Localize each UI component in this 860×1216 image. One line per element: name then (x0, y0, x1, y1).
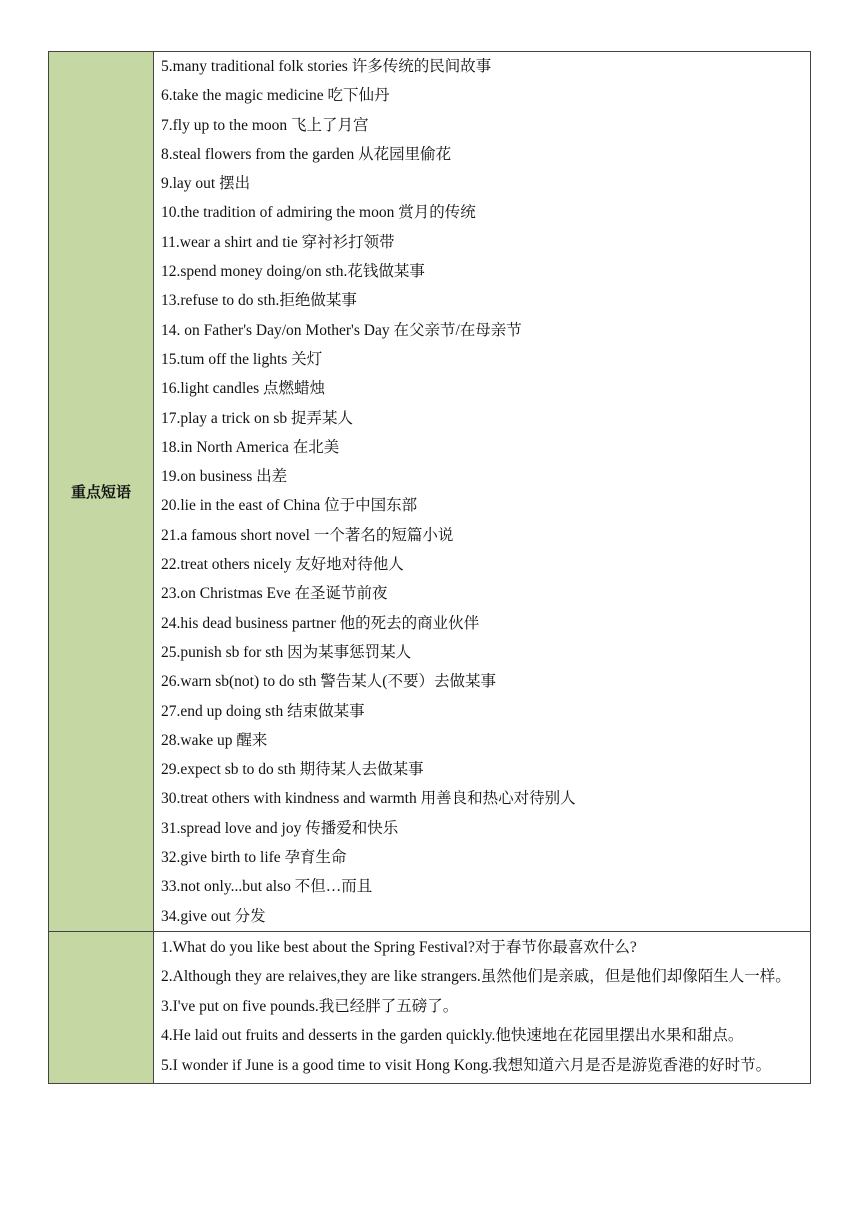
vocabulary-table (48, 51, 811, 1084)
phrase-item: 9.lay out 摆出 (161, 175, 251, 193)
section-label-sentences (49, 931, 154, 1084)
phrase-item: 17.play a trick on sb 捉弄某人 (161, 409, 354, 427)
phrase-item: 12.spend money doing/on sth.花钱做某事 (161, 263, 425, 281)
phrase-item: 33.not only...but also 不但…而且 (161, 878, 373, 896)
phrase-item: 22.treat others nicely 友好地对待他人 (161, 556, 404, 574)
phrase-item: 25.punish sb for sth 因为某事惩罚某人 (161, 643, 412, 661)
section-label-key-phrases: 重点短语 (49, 52, 154, 932)
phrase-item: 26.warn sb(not) to do sth 警告某人(不要）去做某事 (161, 673, 496, 691)
phrase-item: 5.many traditional folk stories 许多传统的民间故事 (161, 58, 492, 75)
sentence-item: 2.Although they are relaives,they are like strangers.虽然他们是亲戚，但是他们却像陌生人一样。 (161, 968, 791, 986)
phrase-item: 18.in North America 在北美 (161, 438, 340, 456)
phrases-row (49, 52, 811, 932)
sentence-item: 1.What do you like best about the Spring Festival?对于春节你最喜欢什么? (161, 938, 637, 956)
phrase-item: 11.wear a shirt and tie 穿衬衫打领带 (161, 233, 395, 251)
phrase-item: 10.the tradition of admiring the moon 赏月的传统 (161, 204, 476, 222)
phrase-item: 30.treat others with kindness and warmth 用善良和热心对待别人 (161, 790, 576, 808)
phrase-item: 27.end up doing sth 结束做某事 (161, 702, 365, 720)
sentences-cell (154, 931, 811, 1084)
phrase-item: 29.expect sb to do sth 期待某人去做某事 (161, 761, 424, 779)
phrase-item: 34.give out 分发 (161, 907, 266, 925)
phrases-cell (154, 52, 811, 932)
phrase-item: 24.his dead business partner 他的死去的商业伙伴 (161, 614, 480, 632)
sentence-list (161, 932, 806, 1084)
phrase-item: 16.light candles 点燃蜡烛 (161, 380, 326, 398)
sentences-row (49, 931, 811, 1084)
phrase-item: 31.spread love and joy 传播爱和快乐 (161, 819, 399, 837)
phrase-item: 14. on Father's Day/on Mother's Day 在父亲节/在母亲节 (161, 321, 522, 339)
sentence-item: 5.I wonder if June is a good time to visit Hong Kong.我想知道六月是否是游览香港的好时节。 (161, 1056, 772, 1074)
sentence-item: 3.I've put on five pounds.我已经胖了五磅了。 (161, 997, 459, 1015)
phrase-item: 28.wake up 醒来 (161, 731, 268, 749)
phrase-item: 20.lie in the east of China 位于中国东部 (161, 497, 418, 515)
phrase-item: 7.fly up to the moon 飞上了月宫 (161, 116, 369, 134)
phrase-item: 13.refuse to do sth.拒绝做某事 (161, 292, 357, 310)
sentence-item: 4.He laid out fruits and desserts in the garden quickly.他快速地在花园里摆出水果和甜点。 (161, 1027, 744, 1045)
phrase-item: 6.take the magic medicine 吃下仙丹 (161, 87, 390, 105)
phrase-item: 8.steal flowers from the garden 从花园里偷花 (161, 145, 452, 163)
phrase-item: 23.on Christmas Eve 在圣诞节前夜 (161, 585, 388, 603)
phrase-item: 32.give birth to life 孕育生命 (161, 849, 347, 867)
phrase-list (161, 52, 806, 931)
phrase-item: 21.a famous short novel 一个著名的短篇小说 (161, 526, 454, 544)
phrase-item: 19.on business 出差 (161, 468, 288, 486)
phrase-item: 15.tum off the lights 关灯 (161, 350, 323, 368)
